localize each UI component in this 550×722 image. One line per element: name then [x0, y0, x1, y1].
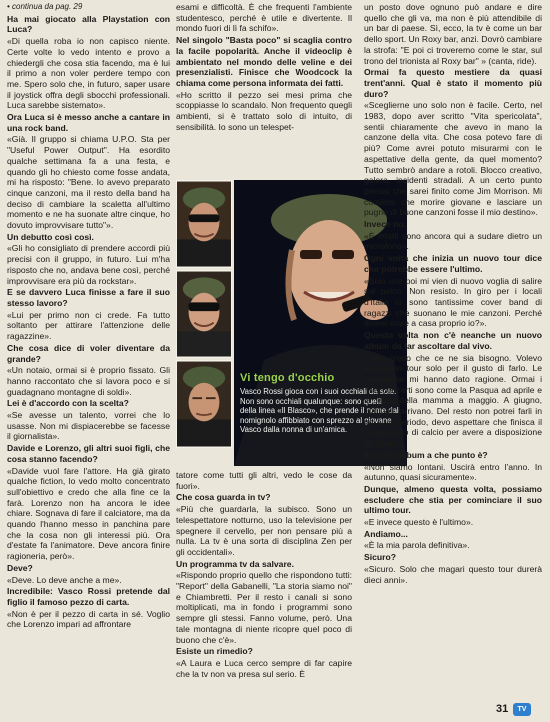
interview-answer: «Ho scritto il pezzo sei mesi prima che scoppiasse lo scandalo. Non frequento quegli ambienti, si è trattato solo di intuito, di sensibilità. Io sono un telespet-: [176, 89, 352, 132]
portrait-2-image: [177, 271, 231, 357]
interview-question: Deve?: [7, 562, 33, 573]
interview-question: Davide e Lorenzo, gli altri suoi figli, che cosa stanno facendo?: [7, 443, 170, 464]
interview-answer: tatore come tutti gli altri, vedo le cose da fuori».: [176, 470, 352, 491]
interview-answer: «Lui per primo non ci crede. Fa tutto soltanto per attirare l'attenzione delle ragazzine».: [7, 309, 170, 342]
interview-answer: «Solo che poi mi vien di nuovo voglia di salire sul palco. Non resisto. In giro per i locali d'Italia ci sono tantissime cover band di ragazzi che suonano le mie canzoni. Perché dovrei stare a casa proprio io?».: [364, 275, 542, 329]
caption-text: Vasco Rossi gioca con i suoi occhiali da sole. Non sono occhiali qualunque: sono quelli della linea «Il Blasco», che prende il nome dal nomignolo affibbiato con sprezzo al giovane Vasco dalla nonna di un'amica.: [240, 387, 399, 435]
interview-answer: «E invece questo è l'ultimo».: [364, 517, 474, 528]
interview-answer: «Gli ho consigliato di prendere accordi più precisi con il gruppo, in futuro. Lui m'ha risposto che no, andava bene così, perché improvvisare era più da rockstar».: [7, 243, 170, 286]
interview-question: Nel singolo "Basta poco" si scaglia contro la facile popolarità. Anche il videoclip è ambientato nel mondo delle veline e dei presenzialisti. Finisce che Woodcock la chiama come persona informata dei fatti.: [176, 35, 352, 88]
interview-answer: «È la mia parola definitiva».: [364, 540, 470, 551]
interview-answer: «Non è per il pezzo di carta in sé. Voglio che Lorenzo impari ad affrontare: [7, 608, 170, 630]
interview-question: Sicuro?: [364, 552, 396, 563]
interview-question: Esiste un rimedio?: [176, 646, 253, 657]
article-column-2-top: [176, 2, 352, 178]
interview-question: Ha mai giocato alla Playstation con Luca?: [7, 13, 170, 35]
interview-question: Ogni volta che inizia un nuovo tour dice che potrebbe essere l'ultimo.: [364, 253, 542, 274]
interview-question: Incredibile: Vasco Rossi pretende dal figlio il famoso pezzo di carta.: [7, 586, 170, 607]
interview-answer: «Non credo che ce ne sia bisogno. Volevo andare in tour solo per il gusto di farlo. Le prevendite mi hanno dato ragione. Ormai i miei concerti sono come la Pasqua ad aprile e la festa della mamma a maggio. A giugno, puntuali, arrivano. Del resto non potrei farli in un altro periodo, devo aspettare che finisca il campionato di calcio per avere a disposizione gli stadi».: [364, 352, 542, 449]
portrait-photo-3: [176, 360, 232, 448]
interview-answer: «Deve. Lo deve anche a me».: [7, 574, 122, 585]
interview-question: Il nuovo album a che punto è?: [364, 449, 488, 460]
portrait-3-image: [177, 361, 231, 447]
interview-question: Che cosa guarda in tv?: [176, 492, 271, 503]
interview-question: Ora Luca si è messo anche a cantare in una rock band.: [7, 112, 170, 133]
portrait-photo-1: [176, 180, 232, 268]
interview-answer: «Rispondo proprio quello che rispondono tutti: "Report" della Gabanelli, "La storia siamo noi" e Chiambretti. Per il resto i canali si sono moltiplicati, ma in fondo i programmi sono sempre gli stessi. Fanno volume, però. Una tale montagna di niente ricopre quel poco di buono che c'è».: [176, 570, 352, 645]
interview-question: Un programma tv da salvare.: [176, 558, 294, 569]
interview-answer: «Più che guardarla, la subisco. Sono un telespettatore notturno, uso la televisione per spegnere il cervello, per non pensare più a nulla. La tv è una sorta di disciplina Zen per gli occidentali».: [176, 504, 352, 557]
page-number: 31: [496, 703, 509, 715]
interview-question: Questa volta non c'è neanche un nuovo album da far ascoltare dal vivo.: [364, 330, 542, 351]
article-column-3: [364, 2, 542, 700]
article-column-2-bottom: [176, 470, 352, 700]
interview-answer: «Già. Il gruppo si chiama U.P.O. Sta per "Useful Power Output". Ha esordito qualche settimana fa a una festa, e quando gli ho chiesto come fosse andata, mi ha risposto: "Bene. Io avevo preparato cinque canzoni, ma il resto della band ha deciso di cambiare la scaletta all'ultimo momento e ne ha suonate altre cinque, ho dovuto improvvisare tutto"».: [7, 134, 170, 231]
caption-title: Vi tengo d'occhio: [240, 372, 335, 384]
interview-answer: «Non siamo lontani. Uscirà entro l'anno. In autunno, quasi sicuramente».: [364, 461, 542, 483]
interview-answer: «Sicuro. Solo che magari questo tour durerà dieci anni».: [364, 563, 542, 585]
interview-question: Lei è d'accordo con la scelta?: [7, 398, 129, 409]
interview-answer: «A Laura e Luca cerco sempre di far capire che la tv non va presa sul serio. È: [176, 657, 352, 679]
interview-question: Dunque, almeno questa volta, possiamo escludere che stia per cominciare il suo ultimo tour.: [364, 483, 542, 516]
interview-answer: «Davide vuol fare l'attore. Ha già girato qualche fiction, lo vedo molto concentrato sull'obiettivo e credo che alla fine ce la farà. Lorenzo non ha ancora le idee chiare. Sognava di fare il calciatore, ma da quando l'hanno messo in panchina pare che la cosa non gli interessi più. Ora d'estate fa l'animatore. Deve ancora finire ragioneria, però».: [7, 465, 170, 562]
interview-question: Un debutto così così.: [7, 231, 94, 242]
interview-question: Ormai fa questo mestiere da quasi trent'anni. Qual è stato il momento più duro?: [364, 67, 542, 99]
interview-question: Invece no.: [364, 219, 407, 230]
interview-answer: esami e difficoltà. È che frequenti l'ambiente studentesco, perché è utile e divertente. Il mondo fuori di lì fa schifo».: [176, 2, 352, 34]
portrait-1-image: [177, 181, 231, 267]
magazine-logo: TV: [513, 703, 531, 716]
interview-question: E se davvero Luca finisse a fare il suo stesso lavoro?: [7, 287, 170, 308]
continued-from-note: • continua da pag. 29: [7, 2, 83, 11]
interview-answer: «Di quella roba io non capisco niente. Certe volte lo vedo intento e provo a chiedergli che cosa stia facendo, ma è lui il primo a non voler perdere tempo con me. Spero solo che, in futuro, saper usare il joystick offra degli sbocchi professionali. Luca sarebbe sistemato».: [7, 36, 170, 111]
interview-answer: «Un notaio, ormai si è proprio fissato. Gli hanno raccontato che si lavora poco e si guadagnano montagne di soldi».: [7, 365, 170, 397]
interview-answer: «Sceglierne uno solo non è facile. Certo, nel 1983, dopo aver scritto "Vita spericolata", sentii chiaramente che avevo in mano la canzone della vita. Che cosa potevo fare di più? Come avrei potuto misurarmi con le aspettative della gente, da quel momento? Tutto sembrò andare a rotoli. Blocco creativo, galera, incidenti stradali. A un certo punto pensai che sarei finito come Jim Morrison. Mi convinsi che morire giovane e lasciare un pugno di buone canzoni fosse il mio destino».: [364, 100, 542, 218]
interview-question: Andiamo...: [364, 528, 408, 539]
interview-question: Che cosa dice di voler diventare da grande?: [7, 342, 170, 364]
interview-answer: «Se avesse un talento, vorrei che lo usasse. Non mi dispiacerebbe se facesse il giornalista».: [7, 410, 170, 442]
article-column-1: [7, 2, 170, 698]
interview-answer: un posto dove ognuno può andare e dire quello che gli va, ma non è più attendibile di un bar di paese. Sì, ecco, la tv è come un bar dello sport. Un Roxy bar, anzi. Dovrò cambiare la strofa: "E poi ci troveremo come le star, sul trono del trionista al Roxy bar" » (canta, ride).: [364, 2, 542, 66]
interview-answer: «È infatti sono ancora qui a sudare dietro un microfono».: [364, 230, 542, 252]
portrait-photo-2: [176, 270, 232, 358]
